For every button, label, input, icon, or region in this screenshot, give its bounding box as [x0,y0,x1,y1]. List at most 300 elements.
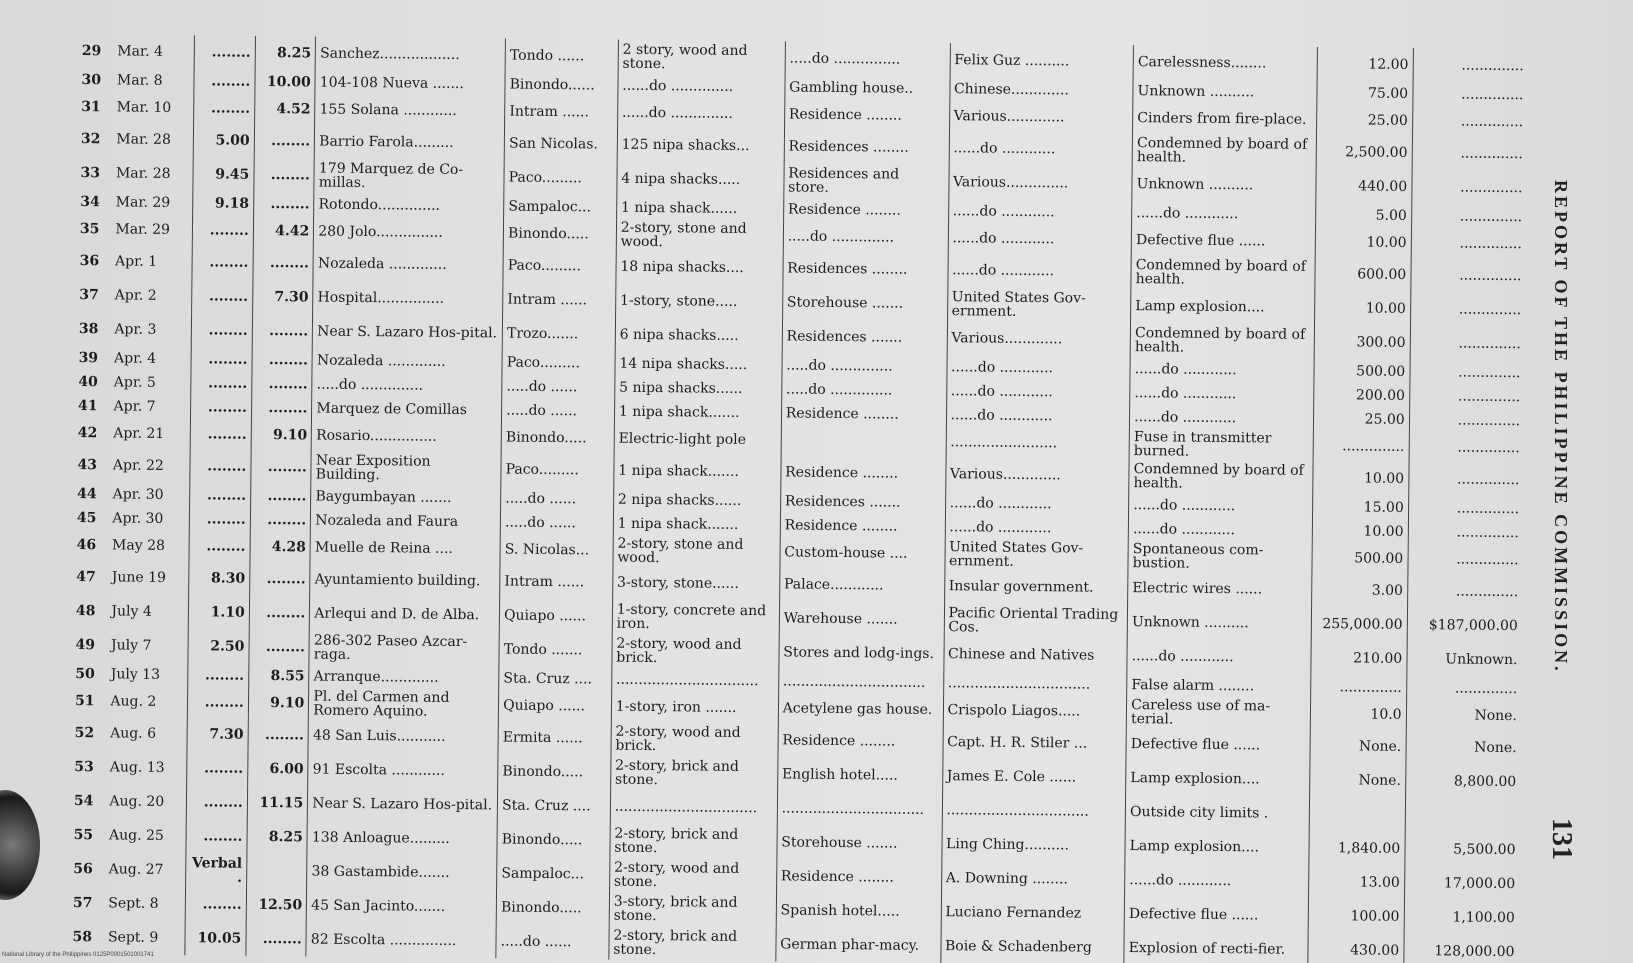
loss-insured: 2,500.00 [1316,135,1412,170]
time-pm: ........ [253,246,314,281]
time-am: ........ [187,751,248,786]
time-pm: ........ [252,372,313,397]
fire-location: Muelle de Reina .... [310,532,500,564]
fire-date: June 19 [108,560,190,595]
building-type: 2-story, wood and brick. [612,634,779,670]
district: .....do ...... [502,398,615,423]
owner: James E. Cole ...... [942,759,1126,795]
fire-location: 38 Gastambide....... [307,854,497,890]
time-pm: 8.25 [247,820,308,855]
time-am: 9.45 [193,157,254,192]
time-pm: ........ [251,450,312,485]
loss-insured: 3.00 [1311,573,1407,608]
time-am: ........ [191,347,252,372]
building-type: 2-story, wood and stone. [609,858,776,894]
time-am: ........ [191,395,252,420]
building-type: 1 nipa shack....... [614,400,781,426]
loss-insured: 75.00 [1317,81,1413,106]
owner: Crispolo Liagos..... [943,695,1127,727]
loss-insured: None. [1310,729,1406,764]
row-number: 54 [73,793,94,810]
row-number: 40 [78,374,98,391]
building-type: ................................ [610,790,777,826]
time-am: ........ [189,531,250,562]
owner: ......do ............ [946,355,1130,381]
time-pm: 4.28 [250,532,311,563]
building-use: German phar-macy. [776,927,941,963]
fire-date: Apr. 22 [109,448,191,483]
building-use: .....do .............. [783,221,948,253]
fire-location: Near S. Lazaro Hos-pital. [313,314,503,350]
loss-insured: 10.0 [1310,699,1406,730]
time-am: ........ [186,887,247,922]
loss-total: .............. [1458,301,1522,319]
loss-total: .............. [1460,179,1523,197]
owner: Chinese and Natives [943,637,1127,673]
owner: Various.............. [948,165,1132,201]
time-pm: ........ [249,630,310,665]
district: Intram ...... [500,564,613,599]
fire-cause: Spontaneous com-bustion. [1128,541,1312,573]
time-pm: 11.15 [247,786,308,821]
fire-date: Mar. 4 [113,34,195,69]
time-am: ........ [192,313,253,348]
loss-insured: .............. [1310,675,1406,700]
loss-total: .............. [1460,113,1524,131]
time-pm: ........ [248,718,309,753]
row-number: 46 [76,537,97,554]
fire-date: Aug. 20 [105,784,187,819]
binding-hole-mark [0,790,40,900]
district: Binondo..... [498,754,611,789]
owner: ......do ............ [948,199,1132,225]
loss-insured: 100.00 [1308,899,1404,934]
time-pm [246,854,307,889]
fire-date: Apr. 2 [111,278,193,313]
time-pm: ........ [250,508,311,533]
fire-location: Nozaleda and Faura [311,508,501,534]
time-am: 5.00 [194,123,255,158]
fire-date: May 28 [108,530,190,561]
loss-total: .............. [1459,267,1522,285]
loss-insured: 300.00 [1314,325,1410,360]
row-number: 44 [77,486,97,503]
fire-location: Baygumbayan ....... [311,484,501,510]
fire-location: 179 Marquez de Co-millas. [314,158,504,194]
row-number: 49 [75,637,96,654]
loss-total: .............. [1457,439,1520,457]
fire-date: Apr. 30 [109,482,191,507]
loss-total: .............. [1460,145,1523,163]
loss-total: .............. [1459,208,1523,226]
fire-cause: ......do ............ [1129,493,1313,519]
row-number: 29 [81,43,102,60]
district: Paco......... [501,452,614,487]
fire-cause: Condemned by board of health. [1130,323,1314,359]
loss-insured: 13.00 [1308,865,1404,900]
building-type: 1 nipa shack....... [614,454,781,490]
time-pm: 12.50 [246,888,307,923]
owner: Various............. [947,321,1131,357]
building-use: Residence ........ [783,197,948,223]
loss-insured: 10.00 [1315,227,1411,258]
building-type: 2-story, brick and stone. [609,926,776,962]
building-use: .....do ............... [785,41,950,77]
fire-cause: ......do ............ [1127,639,1311,675]
row-number: 43 [77,457,98,474]
fire-cause: ......do ............ [1128,517,1312,543]
owner: ......do ............ [945,491,1129,517]
fire-date: Apr. 1 [111,244,193,279]
loss-insured: 25.00 [1313,407,1409,432]
fire-location: 138 Anloague......... [307,820,497,856]
time-pm: 8.25 [255,36,316,71]
fire-cause: Careless use of ma-terial. [1126,697,1310,729]
time-am: 8.30 [189,561,250,596]
fire-date: Apr. 7 [109,394,191,419]
building-type: 3-story, brick and stone. [609,892,776,928]
time-am: Verbal. [186,853,247,888]
building-type: 18 nipa shacks.... [616,250,783,286]
fire-cause: Unknown .......... [1133,79,1317,105]
fire-date: Apr. 5 [110,370,192,395]
owner: ........................ [946,427,1130,459]
loss-insured [1309,797,1405,832]
district: Tondo ...... [505,38,618,73]
fire-date: Mar. 29 [112,190,194,215]
district: San Nicolas. [504,126,617,161]
time-pm: 9.10 [251,420,312,451]
building-use [781,425,946,457]
page-number: 131 [1546,818,1577,860]
district: Sampaloc... [504,194,617,219]
row-number: 34 [80,194,100,211]
fire-cause: Defective flue ...... [1124,897,1308,933]
fire-cause: Lamp explosion.... [1126,761,1310,797]
owner: ......do ............ [948,223,1132,255]
time-am: ........ [190,419,251,450]
building-type: 2 story, wood and stone. [618,40,785,76]
fire-location: Near S. Lazaro Hos-pital. [308,786,498,822]
time-pm: ........ [249,596,310,631]
loss-insured: 255,000.00 [1311,607,1407,642]
building-use: Residence ........ [780,455,945,491]
building-use: Acetylene gas house. [778,693,943,725]
building-type: ......do .............. [618,74,785,100]
time-pm: 8.55 [248,664,309,689]
row-number: 42 [77,425,98,442]
time-am: ........ [191,371,252,396]
loss-total: .............. [1461,57,1524,75]
owner: Insular government. [944,569,1128,605]
loss-total: .............. [1458,364,1521,382]
owner: Boie & Schadenberg [940,929,1124,963]
fire-cause: Defective flue ...... [1131,225,1315,257]
owner: ................................ [943,671,1127,697]
fire-cause: Fuse in transmitter burned. [1129,429,1313,461]
district: Paco......... [504,160,617,195]
fire-record-table [68,34,1528,963]
loss-insured: 10.00 [1312,461,1408,496]
time-am: 10.05 [185,921,246,956]
district: Intram ...... [505,96,618,127]
district: Tondo ....... [499,632,612,667]
fire-date: Aug. 6 [106,716,188,751]
fire-location: Arranque............. [309,664,499,690]
time-pm: ........ [249,562,310,597]
table-body [68,34,1528,963]
fire-date: Mar. 8 [113,68,195,93]
building-type: 2-story, brick and stone. [610,824,777,860]
district: Binondo..... [497,822,610,857]
building-type: 2 nipa shacks...... [613,488,780,514]
loss-total: 8,800.00 [1453,773,1517,791]
building-use: Spanish hotel..... [776,893,941,929]
loss-total: 128,000.00 [1434,943,1515,961]
building-use: Warehouse ....... [779,601,944,637]
building-type: 5 nipa shacks...... [615,376,782,402]
fire-date: July 7 [107,628,189,663]
fire-location: 45 San Jacinto....... [307,888,497,924]
row-number: 55 [73,826,94,844]
owner: Ling Ching.......... [941,827,1125,863]
district: Sta. Cruz .... [497,788,610,823]
building-type: 1 nipa shack...... [616,196,783,222]
fire-location: Ayuntamiento building. [310,562,500,598]
fire-date: Aug. 25 [105,818,187,853]
loss-insured: 12.00 [1317,47,1413,82]
fire-location: 104-108 Nueva ....... [315,70,505,96]
fire-cause: Condemned by board of health. [1132,133,1316,169]
fire-location: Sanchez.................. [315,36,505,72]
row-number: 45 [76,510,97,527]
time-pm: ........ [253,192,314,217]
district: Binondo..... [501,422,614,453]
fire-cause: ......do ............ [1125,863,1309,899]
building-type: Electric-light pole [614,424,781,456]
district: .....do ...... [501,486,614,511]
time-am: 7.30 [187,717,248,752]
building-type: 125 nipa shacks... [617,128,784,164]
loss-insured: 25.00 [1316,105,1412,136]
loss-total: .............. [1456,500,1520,518]
district: Binondo...... [505,72,618,97]
building-type: 1-story, concrete and iron. [612,600,779,636]
fire-location: Barrio Farola......... [315,124,505,160]
time-am: 2.50 [188,629,249,664]
district: Binondo..... [503,218,616,249]
fire-date: Mar. 29 [111,214,193,245]
building-use: Palace............ [779,567,944,603]
fire-date: Aug. 13 [106,750,188,785]
loss-insured: 10.00 [1314,291,1410,326]
fire-location: Near Exposition Building. [311,450,501,486]
time-am: ........ [194,69,255,94]
building-use: Custom-house .... [780,537,945,569]
loss-insured: 210.00 [1311,641,1407,676]
district: .....do ...... [502,374,615,399]
building-use: .....do .............. [781,377,946,403]
district: Intram ...... [503,282,616,317]
district: Binondo..... [496,890,609,925]
fire-cause: Lamp explosion.... [1131,289,1315,325]
fire-date: Mar. 28 [112,122,194,157]
row-number: 48 [75,603,96,620]
row-number: 39 [78,350,99,367]
owner: ......do ............ [947,253,1131,289]
loss-insured: .............. [1313,431,1409,462]
fire-cause: Explosion of recti-fier. [1124,931,1308,963]
row-number: 31 [81,99,101,116]
fire-cause: Condemned by board of health. [1131,255,1315,291]
owner: ......do ............ [946,403,1130,429]
time-pm: 7.30 [252,280,313,315]
fire-cause: ......do ............ [1130,381,1314,407]
fire-location: Pl. del Carmen and Romero Aquino. [309,688,499,720]
loss-total: .............. [1459,235,1522,253]
building-type: 3-story, stone...... [612,566,779,602]
building-type: 14 nipa shacks..... [615,352,782,378]
time-am: ........ [190,449,251,484]
district: Quiapo ...... [499,598,612,633]
time-am: 9.18 [193,191,254,216]
building-use: Residences ....... [782,319,947,355]
loss-total: None. [1474,739,1517,757]
fire-cause: Carelessness........ [1133,45,1317,81]
fire-cause: Lamp explosion.... [1125,829,1309,865]
fire-cause: ......do ............ [1132,201,1316,227]
fire-location: 48 San Luis........... [308,718,498,754]
loss-total: 17,000.00 [1443,875,1516,893]
building-use: Residence ........ [776,859,941,895]
time-am: 1.10 [189,595,250,630]
loss-total [1405,798,1520,833]
row-number: 50 [75,666,95,683]
loss-insured: 500.00 [1314,359,1410,384]
owner: ......do ............ [949,131,1133,167]
building-use: Stores and lodg-ings. [779,635,944,671]
fire-cause: Cinders from fire-place. [1133,103,1317,135]
loss-insured: 500.00 [1312,543,1408,574]
loss-total: .............. [1457,471,1520,489]
owner: Various............. [949,101,1133,133]
loss-total: Unknown. [1445,651,1518,669]
row-number: 52 [74,725,95,742]
fire-location: 286-302 Paseo Azcar-raga. [309,630,499,666]
fire-location: Nozaleda ............. [313,246,503,282]
loss-insured: 5.00 [1315,203,1411,228]
owner: ................................ [942,793,1126,829]
owner: Chinese............. [949,77,1133,103]
running-header: REPORT OF THE PHILIPPINE COMMISSION. [1551,180,1571,674]
time-am: ........ [192,279,253,314]
time-am: ........ [194,35,255,70]
fire-location: Nozaleda ............. [312,348,502,374]
fire-location: 280 Jolo............... [314,216,504,248]
fire-location: .....do .............. [312,372,502,398]
district: Ermita ...... [498,720,611,755]
district: Paco......... [502,350,615,375]
loss-total: .............. [1457,412,1521,430]
loss-insured: 15.00 [1312,495,1408,520]
row-number: 35 [79,221,100,238]
fire-cause: Defective flue ...... [1126,727,1310,763]
time-pm: ........ [251,396,312,421]
row-number: 58 [72,928,93,946]
district: Paco......... [503,248,616,283]
loss-total: .............. [1457,388,1521,406]
owner: Various............. [945,457,1129,493]
building-use: Residences and store. [784,163,949,199]
building-use: Gambling house.. [785,75,950,101]
building-type: ................................ [611,668,778,694]
fire-cause: Unknown .......... [1127,605,1311,641]
loss-total: .............. [1461,86,1524,104]
building-type: 1-story, iron ....... [611,692,778,724]
time-am: ........ [192,245,253,280]
row-number: 53 [74,759,94,776]
building-type: 1 nipa shack....... [613,512,780,538]
fire-date: Mar. 28 [112,156,194,191]
district: .....do ...... [500,510,613,535]
building-type: 1-story, stone..... [615,284,782,320]
time-am: ........ [187,785,248,820]
fire-cause: False alarm ........ [1127,673,1311,699]
district: .....do ...... [496,924,609,959]
fire-cause: ......do ............ [1130,357,1314,383]
fire-date: July 13 [107,662,189,687]
row-number: 51 [74,693,95,710]
loss-insured: 200.00 [1313,383,1409,408]
row-number: 33 [80,165,101,182]
row-number: 57 [72,894,93,912]
owner: Felix Guz .......... [950,43,1134,79]
building-type: 2-story, stone and wood. [616,220,783,252]
loss-total: 5,500.00 [1453,841,1516,859]
building-use: ................................ [777,791,942,827]
time-pm: 9.10 [248,688,309,719]
time-pm: ........ [254,158,315,193]
fire-cause: Outside city limits . [1125,795,1309,831]
row-number: 36 [79,253,100,270]
owner: A. Downing ........ [941,861,1125,897]
time-am: ........ [186,819,247,854]
owner: Luciano Fernandez [941,895,1125,931]
fire-date: Mar. 10 [113,92,195,123]
scan-credit: National Library of the Philippines 0125P0001501001741 [2,952,154,958]
loss-total: None. [1474,707,1518,725]
row-number: 32 [80,131,101,148]
time-am: ........ [190,507,251,532]
time-pm: 10.00 [255,70,316,95]
fire-date: Apr. 30 [108,506,190,531]
building-type: 6 nipa shacks..... [615,318,782,354]
building-type: 2-story, wood and brick. [611,722,778,758]
owner: United States Gov-ernment. [944,539,1128,571]
time-pm: 4.52 [254,94,315,125]
time-pm: 6.00 [247,752,308,787]
building-use: Storehouse ....... [782,285,947,321]
loss-insured: 440.00 [1316,169,1412,204]
fire-location: Arlequi and D. de Alba. [310,596,500,632]
loss-insured: 10.00 [1312,519,1408,544]
fire-date: Aug. 27 [105,852,187,887]
loss-insured: None. [1309,763,1405,798]
time-pm: ........ [252,314,313,349]
fire-cause: Unknown .......... [1132,167,1316,203]
loss-insured: 600.00 [1315,257,1411,292]
row-number: 41 [78,398,98,415]
